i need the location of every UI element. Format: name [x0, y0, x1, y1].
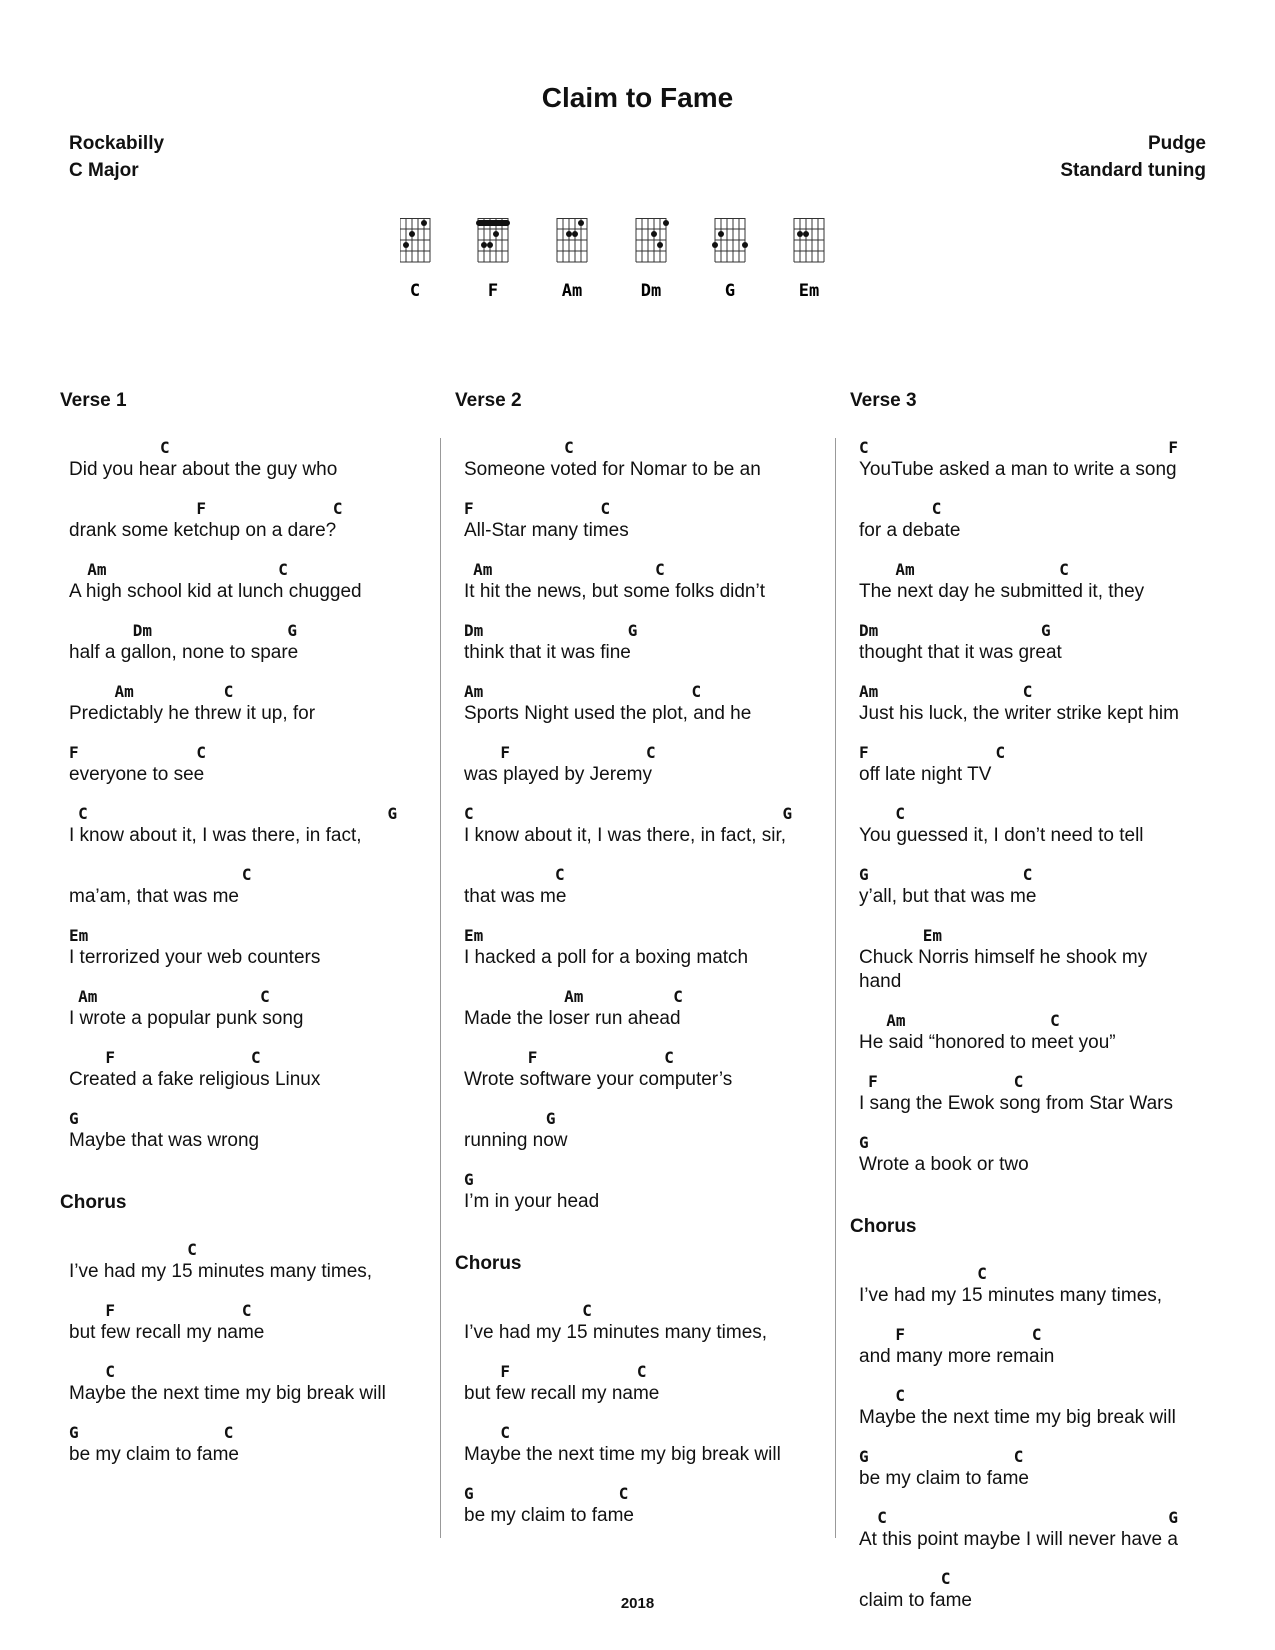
section-heading: Chorus — [60, 1192, 127, 1213]
chord-row — [859, 682, 1210, 702]
chord-label: G — [627, 621, 638, 640]
lyric-text: ma’am, that was me — [69, 886, 239, 907]
lyric-text: be my claim to fame — [69, 1444, 239, 1465]
lyric-text: At this point maybe I will never have a — [859, 1529, 1178, 1550]
finger-dot — [657, 242, 663, 248]
chord-label: C — [940, 1569, 951, 1588]
lyric-line — [69, 865, 420, 909]
lyric-line — [464, 926, 815, 970]
chord-label: G — [69, 1423, 79, 1442]
chord-label: C — [564, 438, 574, 457]
column-divider — [440, 438, 441, 1538]
section-verse-1 — [60, 390, 420, 1153]
chord-row — [859, 1072, 1210, 1092]
chord-row — [69, 1301, 420, 1321]
lyric-line — [464, 499, 815, 543]
lyric-text: Made the loser run ahead — [464, 1008, 681, 1029]
lyric-line — [69, 1362, 420, 1406]
chord-row — [69, 1109, 420, 1129]
chord-label: Em — [922, 926, 942, 945]
chord-label: C — [673, 987, 683, 1006]
section-verse-2 — [455, 390, 815, 1214]
chord-label: G — [464, 1484, 474, 1503]
chord-diagram-c — [400, 218, 432, 301]
finger-dot — [803, 231, 809, 237]
lyric-line — [464, 1484, 815, 1528]
lyric-text: Sports Night used the plot, and he — [464, 703, 752, 724]
fretboard-grid — [794, 218, 824, 262]
chord-row — [464, 1109, 815, 1129]
chord-label: F — [105, 1301, 116, 1320]
section-heading: Verse 3 — [850, 390, 917, 411]
chord-diagram-f — [476, 218, 510, 301]
lyric-line — [859, 1447, 1210, 1491]
lyric-text: thought that it was great — [859, 642, 1062, 663]
chord-row — [464, 865, 815, 885]
chord-label: C — [636, 1362, 647, 1381]
chord-label: F — [527, 1048, 538, 1067]
lyric-line — [464, 438, 815, 482]
chord-label: G — [387, 804, 398, 823]
chord-label: C — [655, 560, 665, 579]
lyric-text: was played by Jeremy — [464, 764, 652, 785]
chord-label: C — [241, 1301, 252, 1320]
chord-row — [69, 682, 420, 702]
artist: Pudge — [1147, 133, 1206, 154]
lyric-text: Someone voted for Nomar to be an — [464, 459, 761, 480]
chord-label: F — [895, 1325, 906, 1344]
chord-label: G — [545, 1109, 556, 1128]
chord-label: F — [196, 499, 207, 518]
chord-label: G — [782, 804, 793, 823]
chord-row — [69, 926, 420, 946]
chord-label: F — [500, 743, 511, 762]
chord-label: C — [618, 1484, 629, 1503]
lyric-line — [464, 743, 815, 787]
lyric-line — [69, 743, 420, 787]
chord-row — [69, 743, 420, 763]
chord-row — [464, 1423, 815, 1443]
chord-row — [464, 438, 815, 458]
lyric-text: He said “honored to meet you” — [859, 1032, 1116, 1053]
chord-label: Am — [473, 560, 493, 579]
chord-label: C — [1059, 560, 1069, 579]
chord-label: C — [877, 1508, 887, 1527]
chord-label: C — [895, 804, 906, 823]
chord-label: G — [287, 621, 298, 640]
chord-row — [859, 499, 1210, 519]
chord-label: C — [223, 1423, 234, 1442]
lyric-line — [859, 499, 1210, 543]
chord-row — [859, 1447, 1210, 1467]
chord-label: G — [1168, 1508, 1179, 1527]
song-title: Claim to Fame — [541, 82, 734, 113]
lyric-text: I know about it, I was there, in fact, sir, — [464, 825, 787, 846]
lyric-text: I’ve had my 15 minutes many times, — [69, 1261, 373, 1282]
lyric-text: Predictably he threw it up, for — [69, 703, 316, 724]
finger-dot — [651, 231, 657, 237]
finger-dot — [409, 231, 415, 237]
finger-dot — [718, 231, 724, 237]
chord-label: C — [664, 1048, 674, 1067]
chord-row — [69, 499, 420, 519]
chord-row — [859, 621, 1210, 641]
chord-row — [464, 1484, 815, 1504]
chord-row — [859, 1011, 1210, 1031]
lyric-text: half a gallon, none to spare — [69, 642, 299, 663]
chord-diagram-g — [712, 218, 748, 301]
lyric-text: You guessed it, I don’t need to tell — [859, 825, 1144, 846]
section-verse-3 — [850, 390, 1210, 1177]
lyric-text: be my claim to fame — [859, 1468, 1029, 1489]
chord-label: Am — [859, 682, 879, 701]
lyric-line — [69, 1048, 420, 1092]
lyric-line — [464, 1423, 815, 1467]
lyric-line — [69, 1423, 420, 1467]
chord-row — [69, 1362, 420, 1382]
section-heading: Chorus — [850, 1216, 917, 1237]
lyric-line — [69, 1240, 420, 1284]
chord-row — [859, 1133, 1210, 1153]
lyric-line — [69, 438, 420, 482]
chord-label: F — [69, 743, 79, 762]
chord-label: Em — [464, 926, 484, 945]
lyric-text: everyone to see — [69, 764, 205, 785]
section-heading: Verse 1 — [60, 390, 127, 411]
lyric-text: I sang the Ewok song from Star Wars — [859, 1093, 1173, 1114]
chord-label: F — [500, 1362, 511, 1381]
column-2 — [455, 390, 815, 1545]
chord-name-am: Am — [561, 281, 583, 301]
lyric-text: drank some ketchup on a dare? — [69, 520, 337, 541]
chord-label: C — [859, 438, 869, 457]
section-chorus-3 — [850, 1216, 1210, 1613]
lyric-line — [859, 621, 1210, 665]
lyric-text: be my claim to fame — [464, 1505, 634, 1526]
lyric-line — [69, 621, 420, 665]
chord-row — [69, 1048, 420, 1068]
chord-label: F — [859, 743, 869, 762]
lyric-text: Maybe that was wrong — [69, 1130, 260, 1151]
chord-label: C — [931, 499, 942, 518]
lyric-text: Created a fake religious Linux — [69, 1069, 321, 1090]
chord-label: C — [977, 1264, 987, 1283]
lyric-line — [464, 865, 815, 909]
finger-dot — [663, 220, 669, 226]
lyric-line — [464, 682, 815, 726]
lyric-line — [859, 1011, 1210, 1055]
lyric-text: All-Star many times — [464, 520, 629, 541]
lyric-line — [464, 987, 815, 1031]
lyric-line — [464, 1301, 815, 1345]
chord-row — [859, 560, 1210, 580]
chord-label: G — [1041, 621, 1051, 640]
chord-label: G — [464, 1170, 474, 1189]
lyric-line — [464, 1170, 815, 1214]
chord-label: Am — [886, 1011, 906, 1030]
song-meta-left — [69, 130, 164, 184]
section-chorus-2 — [455, 1253, 815, 1528]
key: C Major — [69, 160, 139, 181]
column-1 — [60, 390, 420, 1484]
finger-dot — [481, 242, 487, 248]
finger-dot — [403, 242, 409, 248]
lyric-line — [859, 1386, 1210, 1430]
finger-dot — [578, 220, 584, 226]
section-chorus-1 — [60, 1192, 420, 1467]
chord-label: Am — [78, 987, 98, 1006]
chord-label: C — [600, 499, 611, 518]
chord-label: Am — [464, 682, 484, 701]
chord-diagram-em — [792, 218, 826, 301]
chord-label: G — [859, 1447, 869, 1466]
lyric-line — [859, 1264, 1210, 1308]
chord-label: C — [582, 1301, 592, 1320]
chord-row — [859, 438, 1210, 458]
chord-label: Am — [114, 682, 134, 701]
chord-diagram-dm — [636, 218, 669, 301]
lyric-text: y’all, but that was me — [859, 886, 1037, 907]
chord-row — [859, 865, 1210, 885]
tuning: Standard tuning — [1060, 160, 1206, 181]
chord-label: C — [260, 987, 270, 1006]
lyric-line — [464, 560, 815, 604]
lyric-text: Wrote software your computer’s — [464, 1069, 733, 1090]
lyric-line — [464, 804, 815, 848]
chord-label: F — [105, 1048, 116, 1067]
chord-label: Am — [895, 560, 915, 579]
lyric-text: I’m in your head — [464, 1191, 600, 1212]
chord-label: G — [859, 1133, 869, 1152]
chord-row — [464, 499, 815, 519]
column-divider — [835, 438, 836, 1538]
chord-diagrams — [400, 218, 870, 308]
chord-label: C — [196, 743, 207, 762]
chord-row — [69, 1423, 420, 1443]
chord-label: C — [78, 804, 88, 823]
chord-label: C — [1031, 1325, 1042, 1344]
chord-row — [859, 1325, 1210, 1345]
finger-dot — [742, 242, 748, 248]
chord-label: C — [187, 1240, 197, 1259]
chord-row — [464, 682, 815, 702]
finger-dot — [487, 242, 493, 248]
genre: Rockabilly — [69, 133, 165, 154]
chord-label: C — [160, 438, 170, 457]
chord-label: F — [464, 499, 474, 518]
chord-row — [859, 743, 1210, 763]
chord-label: C — [251, 1048, 261, 1067]
lyric-line — [859, 926, 1210, 994]
lyric-line — [69, 1109, 420, 1153]
lyric-line — [859, 865, 1210, 909]
finger-dot — [493, 231, 499, 237]
chord-label: C — [278, 560, 288, 579]
chord-row — [859, 1508, 1210, 1528]
chord-row — [464, 621, 815, 641]
finger-dot — [572, 231, 578, 237]
chord-label: C — [895, 1386, 906, 1405]
barre — [476, 220, 510, 226]
lyric-text: I terrorized your web counters — [69, 947, 321, 968]
chord-name-g: G — [724, 281, 736, 301]
chord-row — [464, 1362, 815, 1382]
lyric-line — [859, 1133, 1210, 1177]
lyric-line — [464, 1048, 815, 1092]
lyric-text: Maybe the next time my big break will — [464, 1444, 781, 1465]
lyric-text: Did you hear about the guy who — [69, 459, 338, 480]
chord-label: Am — [87, 560, 107, 579]
lyric-text: Maybe the next time my big break will — [859, 1407, 1176, 1428]
song-meta-right — [1060, 130, 1206, 184]
chord-row — [859, 926, 1210, 946]
lyric-text: claim to fame — [859, 1590, 972, 1611]
chord-row — [464, 926, 815, 946]
chord-row — [464, 804, 815, 824]
chord-row — [69, 621, 420, 641]
lyric-text: think that it was fine — [464, 642, 631, 663]
chord-row — [464, 743, 815, 763]
chord-diagram-am — [557, 218, 589, 301]
chord-label: Em — [69, 926, 89, 945]
lyric-line — [859, 1508, 1210, 1552]
chord-row — [859, 1264, 1210, 1284]
chord-row — [859, 804, 1210, 824]
lyric-line — [69, 987, 420, 1031]
lyric-text: but few recall my name — [69, 1322, 265, 1343]
chord-label: C — [1050, 1011, 1060, 1030]
lyric-line — [859, 804, 1210, 848]
lyric-text: but few recall my name — [464, 1383, 660, 1404]
year: 2018 — [620, 1595, 655, 1612]
lyric-line — [859, 560, 1210, 604]
chord-label: G — [859, 865, 869, 884]
lyric-text: running now — [464, 1130, 568, 1151]
chord-label: C — [1022, 865, 1033, 884]
chord-label: C — [105, 1362, 116, 1381]
lyric-text: I know about it, I was there, in fact, — [69, 825, 362, 846]
lyric-text: Chuck Norris himself he shook my hand — [859, 947, 1148, 992]
lyric-line — [464, 1362, 815, 1406]
chord-label: C — [464, 804, 474, 823]
chord-label: F — [1168, 438, 1179, 457]
chord-label: C — [646, 743, 656, 762]
lyric-line — [69, 926, 420, 970]
finger-dot — [566, 231, 572, 237]
chord-row — [859, 1569, 1210, 1589]
chord-label: Dm — [859, 621, 879, 640]
lyric-text: A high school kid at lunch chugged — [69, 581, 362, 602]
lyric-text: The next day he submitted it, they — [859, 581, 1145, 602]
chord-label: F — [868, 1072, 878, 1091]
chord-label: Dm — [464, 621, 484, 640]
lyric-text: Maybe the next time my big break will — [69, 1383, 386, 1404]
chord-row — [464, 987, 815, 1007]
chord-label: C — [995, 743, 1006, 762]
chord-name-c: C — [409, 281, 421, 301]
lyric-text: I’ve had my 15 minutes many times, — [464, 1322, 768, 1343]
lyric-line — [859, 1325, 1210, 1369]
chord-label: C — [691, 682, 702, 701]
chord-label: C — [1013, 1447, 1024, 1466]
lyric-text: I wrote a popular punk song — [69, 1008, 304, 1029]
chord-row — [69, 1240, 420, 1260]
chord-row — [859, 1386, 1210, 1406]
chord-label: Am — [564, 987, 584, 1006]
lyric-text: off late night TV — [859, 764, 992, 785]
lyric-line — [859, 682, 1210, 726]
chord-row — [69, 560, 420, 580]
chord-label: C — [1013, 1072, 1024, 1091]
chord-row — [464, 1301, 815, 1321]
section-heading: Chorus — [455, 1253, 522, 1274]
chord-label: Dm — [132, 621, 152, 640]
lyric-text: that was me — [464, 886, 567, 907]
lyric-text: Just his luck, the writer strike kept him — [859, 703, 1179, 724]
chord-row — [69, 804, 420, 824]
lyric-text: I’ve had my 15 minutes many times, — [859, 1285, 1163, 1306]
finger-dot — [797, 231, 803, 237]
lyric-line — [859, 1072, 1210, 1116]
chord-label: C — [223, 682, 234, 701]
finger-dot — [421, 220, 427, 226]
chord-row — [464, 1170, 815, 1190]
chord-label: C — [1022, 682, 1033, 701]
chord-row — [69, 987, 420, 1007]
lyric-line — [464, 1109, 815, 1153]
lyric-line — [69, 560, 420, 604]
chord-name-dm: Dm — [640, 281, 662, 301]
chord-row — [464, 1048, 815, 1068]
chord-label: C — [555, 865, 565, 884]
chord-row — [69, 865, 420, 885]
chord-label: G — [69, 1109, 79, 1128]
section-heading: Verse 2 — [455, 390, 522, 411]
fretboard-grid — [715, 218, 745, 262]
lyric-text: YouTube asked a man to write a song — [859, 459, 1177, 480]
chord-label: C — [241, 865, 252, 884]
lyric-line — [859, 743, 1210, 787]
lyric-line — [859, 438, 1210, 482]
lyric-line — [69, 804, 420, 848]
lyric-line — [69, 682, 420, 726]
chord-name-em: Em — [798, 281, 820, 301]
chord-row — [464, 560, 815, 580]
chord-name-f: F — [487, 281, 499, 301]
lyric-text: It hit the news, but some folks didn’t — [464, 581, 765, 602]
lyric-text: for a debate — [859, 520, 961, 541]
chord-row — [69, 438, 420, 458]
lyric-line — [69, 1301, 420, 1345]
lyric-line — [464, 621, 815, 665]
lyric-text: Wrote a book or two — [859, 1154, 1029, 1175]
lyric-text: I hacked a poll for a boxing match — [464, 947, 749, 968]
lyric-line — [69, 499, 420, 543]
chord-label: C — [332, 499, 343, 518]
finger-dot — [712, 242, 718, 248]
lyric-text: and many more remain — [859, 1346, 1055, 1367]
chord-label: C — [500, 1423, 511, 1442]
column-3 — [850, 390, 1210, 1630]
fretboard-grid — [636, 218, 666, 262]
